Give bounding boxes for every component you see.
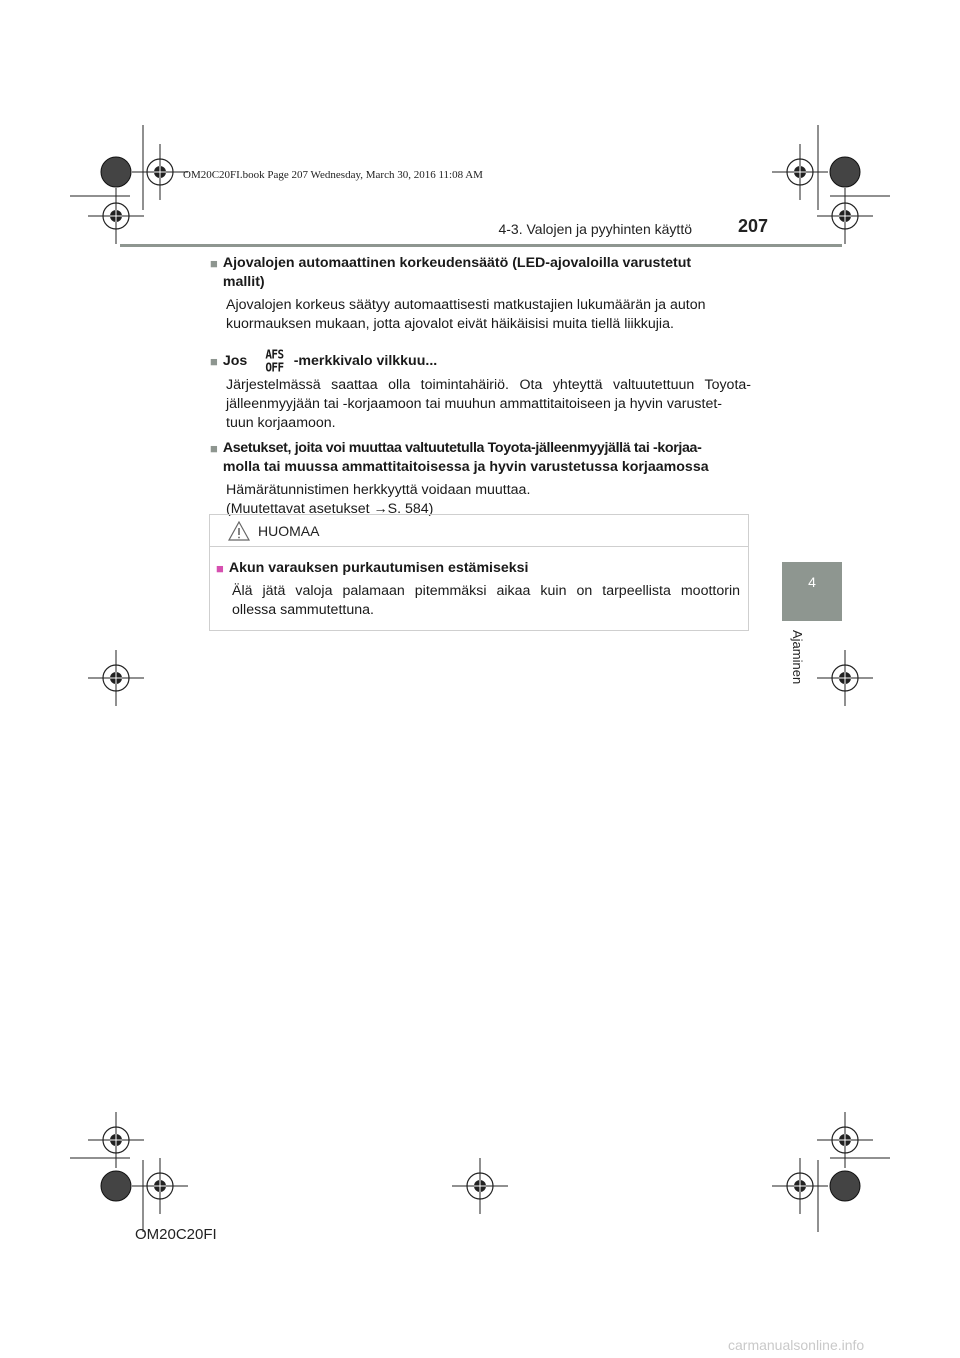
- square-bullet-icon: ■: [210, 353, 218, 369]
- registration-mark-icon: [88, 650, 144, 706]
- registration-mark-icon: [817, 650, 873, 706]
- notice-box: [209, 514, 749, 631]
- header-rule: [120, 244, 842, 247]
- chapter-label: Ajaminen: [790, 630, 805, 685]
- registration-mark-icon: [88, 1112, 144, 1168]
- section-headlight-leveling: [210, 254, 751, 334]
- section-title-line: Asetukset, joita voi muuttaa valtuutetulla Toyota-jälleenmyyjällä tai -korjaa-: [222, 440, 702, 456]
- body-line: kuormauksen mukaan, jotta ajovalot eivät häikäisisi muita tiellä liikkujia.: [226, 316, 674, 332]
- square-bullet-icon: ■: [210, 256, 218, 271]
- section-body: [210, 376, 751, 433]
- section-title-line: molla tai muussa ammattitaitoisessa ja hyvin varustetussa korjaamossa: [222, 459, 709, 475]
- notice-title: ■ Akun varauksen purkautumisen estämiseksi: [216, 560, 529, 576]
- page-number: 207: [738, 216, 769, 236]
- square-bullet-icon: ■: [210, 441, 218, 456]
- body-line: jälleenmyyjään tai -korjaamoon tai muuhun ammattitaitoiseen ja hyvin varustet-: [226, 396, 723, 412]
- afs-off-indicator-icon: AFS OFF: [265, 347, 284, 375]
- registration-mark-icon: [830, 1171, 860, 1201]
- body-line: ollessa sammutettuna.: [232, 602, 374, 618]
- body-line: Hämärätunnistimen herkkyyttä voidaan muuttaa.: [226, 482, 531, 498]
- section-title: [210, 439, 751, 477]
- notice-body: [210, 547, 748, 620]
- section-title-suffix: -merkkivalo vilkkuu...: [293, 352, 438, 369]
- section-title: [210, 347, 751, 375]
- header-section-title: 4-3. Valojen ja pyyhinten käyttö: [498, 221, 692, 237]
- registration-mark-icon: [772, 144, 828, 200]
- section-customization: [210, 439, 751, 519]
- body-line: Älä jätä valoja palamaan pitemmäksi aikaa kuin on tarpeellista moottorin: [232, 583, 740, 599]
- chapter-tab: [782, 562, 842, 621]
- notice-text: [216, 582, 740, 620]
- body-line: tuun korjaamoon.: [226, 415, 336, 431]
- registration-mark-icon: [132, 144, 188, 200]
- cross-reference-link[interactable]: (Muutettavat asetukset →S. 584): [226, 501, 434, 517]
- section-body: [210, 296, 751, 334]
- print-info: OM20C20FI.book Page 207 Wednesday, March 30, 2016 11:08 AM: [183, 169, 483, 181]
- warning-triangle-icon: [228, 521, 250, 541]
- registration-mark-icon: [817, 1112, 873, 1168]
- square-bullet-icon: ■: [216, 561, 224, 576]
- registration-mark-icon: [772, 1158, 828, 1214]
- section-title: [210, 254, 751, 292]
- section-title-line: Ajovalojen automaattinen korkeudensäätö (LED-ajovaloilla varustetut: [222, 255, 692, 271]
- registration-mark-icon: [101, 1171, 131, 1201]
- body-line: Ajovalojen korkeus säätyy automaattisesti matkustajien lukumäärän ja auton: [226, 297, 706, 313]
- section-title-line: mallit): [222, 274, 265, 290]
- footer-manual-code: OM20C20FI: [135, 1226, 217, 1243]
- watermark: carmanualsonline.info: [728, 1337, 865, 1353]
- body-line: Järjestelmässä saattaa olla toimintahäiriö. Ota yhteyttä valtuutettuun Toyota-: [226, 377, 751, 393]
- registration-mark-icon: [452, 1158, 508, 1214]
- main-content: [210, 254, 751, 535]
- registration-mark-icon: [132, 1158, 188, 1214]
- section-title-prefix: Jos: [222, 352, 248, 369]
- notice-heading: HUOMAA: [258, 522, 320, 539]
- registration-mark-icon: [101, 157, 131, 187]
- registration-mark-icon: [830, 157, 860, 187]
- notice-header: [210, 515, 748, 547]
- chapter-number: 4: [808, 574, 816, 590]
- section-afs-off-blinking: [210, 347, 751, 433]
